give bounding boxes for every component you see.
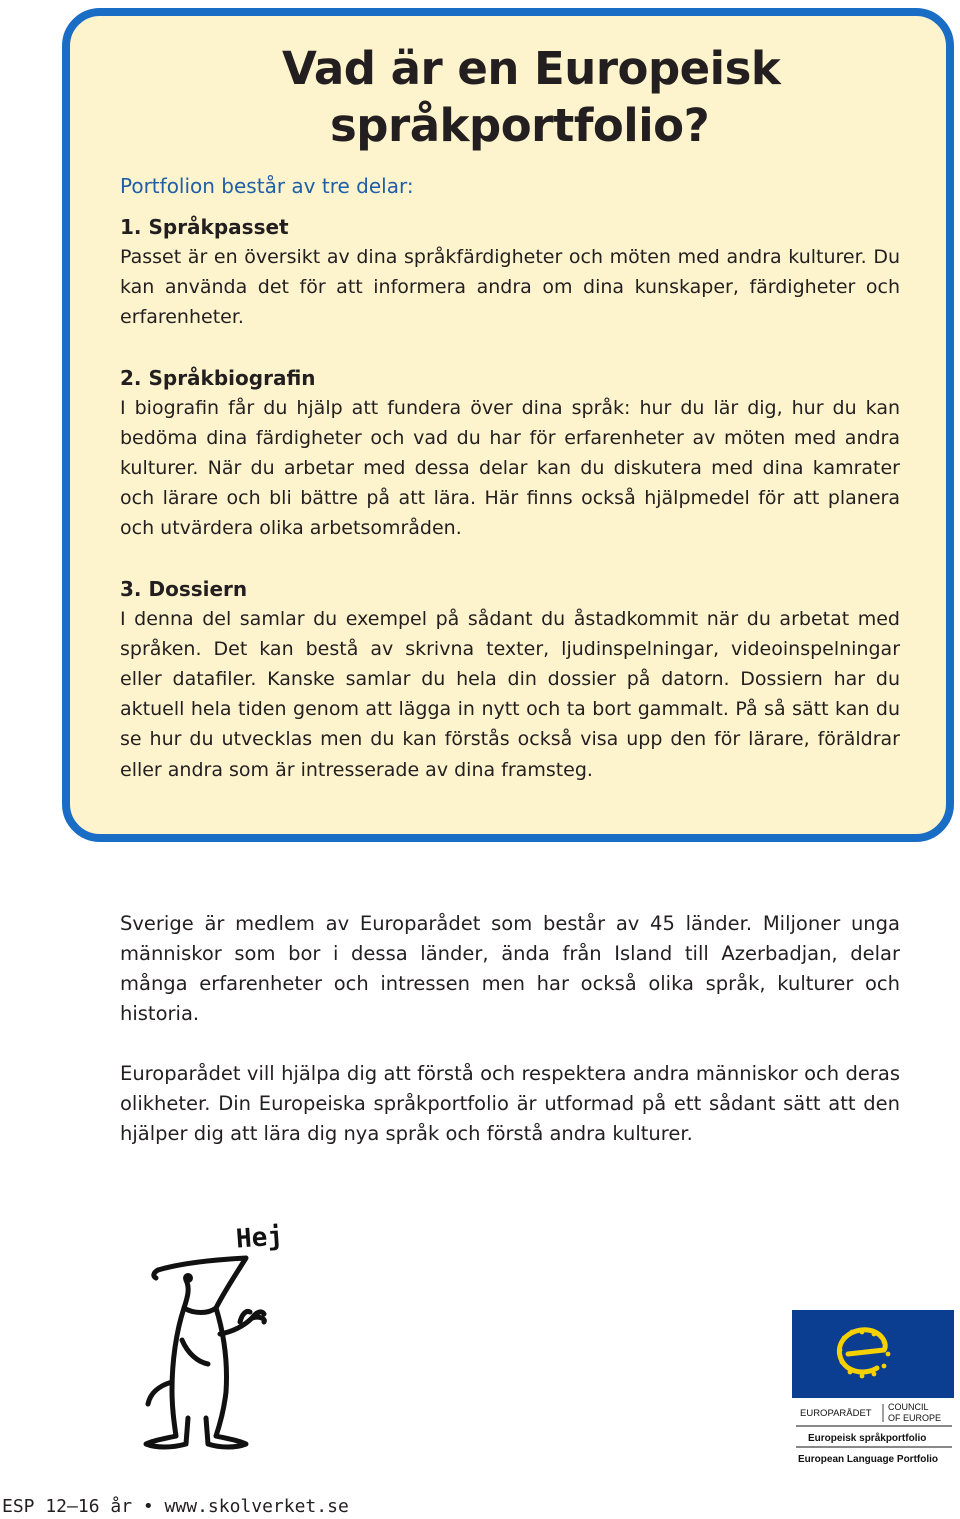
page-title-line-1: Vad är en Europeisk — [282, 42, 781, 95]
section-text: I denna del samlar du exempel på sådant du åstadkommit när du arbetat med språken. Det kan bestå av skrivna texter, ljudinspelningar, videoinspelningar eller datafiler. Kanske samlar du hela din dossier på datorn. Dossiern har du aktuell hela tiden genom att lägga in nytt och ta bort gammalt. På så sätt kan du se hur du utvecklas men du kan förstås också visa upp den för lärare, föräldrar eller andra som är intresserade av dina framsteg. — [120, 607, 900, 781]
section-text: Passet är en översikt av dina språkfärdigheter och möten med andra kulturer. Du kan använda det för att informera andra om dina kunskaper, färdigheter och erfarenheter. — [120, 246, 900, 329]
council-of-europe-logo — [792, 1310, 954, 1470]
body-text — [120, 909, 900, 1179]
section-heading: 3. Dossiern — [120, 576, 248, 601]
footer-text: ESP 12–16 år • www.skolverket.se — [2, 1496, 349, 1517]
logo-flag — [792, 1310, 954, 1398]
page-title-line-2: språkportfolio? — [330, 99, 710, 152]
section-dossiern — [120, 574, 900, 785]
logo-label-europaradet: EUROPARÅDET — [800, 1408, 872, 1419]
body-paragraph: Europarådet vill hjälpa dig att förstå och respektera andra människor och deras olikheter. Din Europeiska språkportfolio är utformad på ett sådant sätt att den hjälper dig att lära dig nya språk och förstå andra kulturer. — [120, 1062, 900, 1145]
logo-line-swedish: Europeisk språkportfolio — [808, 1433, 927, 1444]
logo-line-english: European Language Portfolio — [798, 1454, 939, 1465]
section-sprakbiografin — [120, 363, 900, 544]
section-text: I biografin får du hjälp att fundera över dina språk: hur du lär dig, hur du kan bedöma dina färdigheter och vad du har för erfarenheter av möten med andra kulturer. När du arbetar med dessa delar kan du diskutera med dina kamrater och lärare och bli bättre på att lära. Här finns också hjälpmedel för att planera och utvärdera olika arbetsområden. — [120, 396, 900, 540]
intro-text: Portfolion består av tre delar: — [120, 174, 414, 198]
section-sprakpasset — [120, 212, 900, 333]
logo-label-council: COUNCIL — [888, 1402, 929, 1412]
speech-hej: Hej — [235, 1221, 284, 1255]
section-heading: 2. Språkbiografin — [120, 365, 316, 390]
section-heading: 1. Språkpasset — [120, 215, 289, 239]
body-paragraph: Sverige är medlem av Europarådet som består av 45 länder. Miljoner unga människor som bor i dessa länder, ända från Island till Azerbadjan, delar många erfarenheter och intressen men har också olika språk, kulturer och historia. — [120, 912, 900, 1025]
page-title — [282, 40, 842, 154]
logo-label-of-europe: OF EUROPE — [888, 1413, 942, 1423]
mascot-drawing-icon — [128, 1222, 293, 1454]
portfolio-sections — [120, 212, 900, 815]
